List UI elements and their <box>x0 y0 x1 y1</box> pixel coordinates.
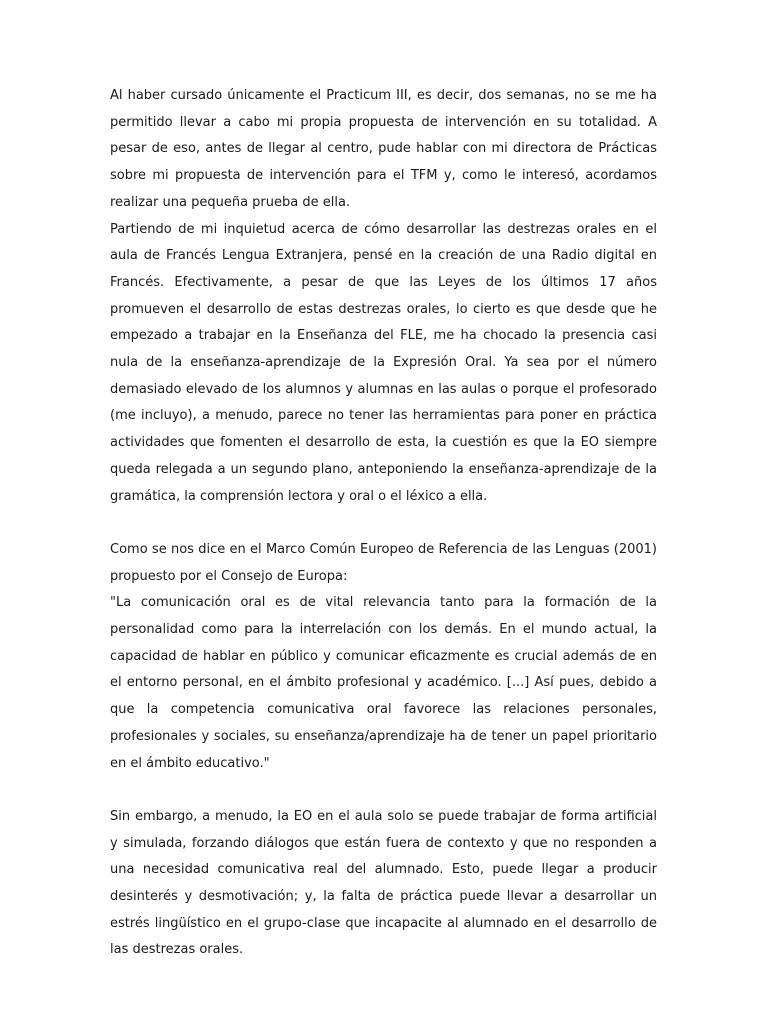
paragraph-sin-embargo: Sin embargo, a menudo, la EO en el aula solo se puede trabajar de forma artificial y simulada, forzando diálogos que están fuera de contexto y que no responden a una necesidad comunicativa real del alumnado. Esto, puede llegar a producir desinterés y desmotivación; y, la falta de práctica puede llevar a desarrollar un estrés lingüístico en el grupo-clase que incapacite al alumnado en el desarrollo de las destrezas orales. <box>110 808 657 958</box>
paragraph-spacer <box>110 777 657 804</box>
paragraph-marco-comun: Como se nos dice en el Marco Común Europeo de Referencia de las Lenguas (2001) propuesto por el Consejo de Europa: <box>110 541 657 584</box>
paragraph-spacer <box>110 510 657 537</box>
document-body <box>110 83 657 964</box>
paragraph-quote: "La comunicación oral es de vital relevancia tanto para la formación de la personalidad como para la interrelación con los demás. En el mundo actual, la capacidad de hablar en público y comunicar eficazmente es crucial además de en el entorno personal, en el ámbito profesional y académico. [...] Así pues, debido a que la competencia comunicativa oral favorece las relaciones personales, profesionales y sociales, su enseñanza/aprendizaje ha de tener un papel prioritario en el ámbito educativo." <box>110 595 657 771</box>
paragraph-radio-digital: Partiendo de mi inquietud acerca de cómo desarrollar las destrezas orales en el aula de Francés Lengua Extranjera, pensé en la creación de una Radio digital en Francés. Efectivamente, a pesar de que las Leyes de los últimos 17 años promueven el desarrollo de estas destrezas orales, lo cierto es que desde que he empezado a trabajar en la Enseñanza del FLE, me ha chocado la presencia casi nula de la enseñanza-aprendizaje de la Expresión Oral. Ya sea por el número demasiado elevado de los alumnos y alumnas en las aulas o porque el profesorado (me incluyo), a menudo, parece no tener las herramientas para poner en práctica actividades que fomenten el desarrollo de esta, la cuestión es que la EO siempre queda relegada a un segundo plano, anteponiendo la enseñanza-aprendizaje de la gramática, la comprensión lectora y oral o el léxico a ella. <box>110 221 657 504</box>
paragraph-practicum: Al haber cursado únicamente el Practicum III, es decir, dos semanas, no se me ha permitido llevar a cabo mi propia propuesta de intervención en su totalidad. A pesar de eso, antes de llegar al centro, pude hablar con mi directora de Prácticas sobre mi propuesta de intervención para el TFM y, como le interesó, acordamos realizar una pequeña prueba de ella. <box>110 88 657 210</box>
